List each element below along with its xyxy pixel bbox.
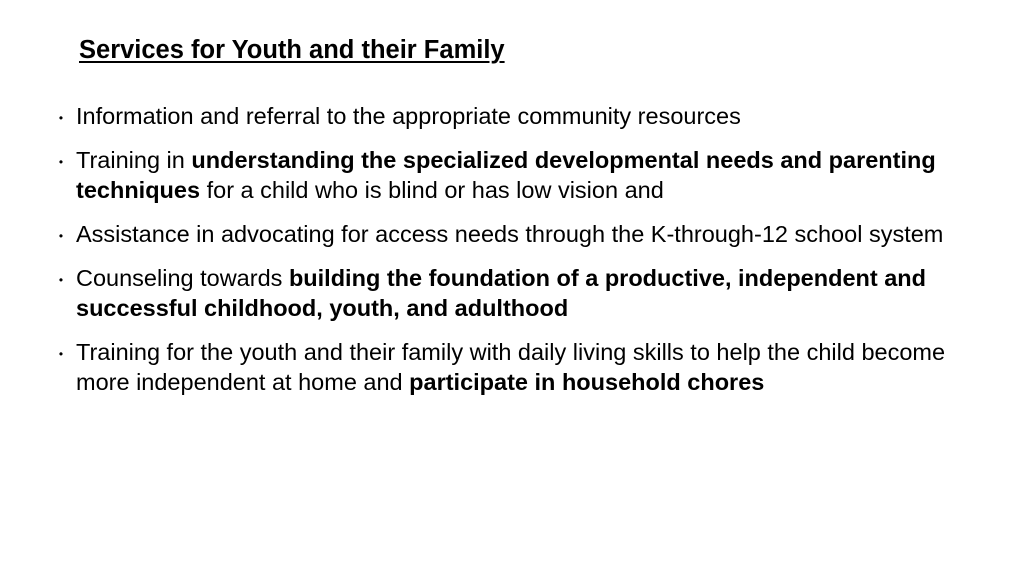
bullet-dot-icon: • — [58, 347, 64, 361]
bullet-dot-icon: • — [58, 229, 64, 243]
bullet-text: Information and referral to the appropriate community resources — [76, 103, 741, 129]
bullet-dot-icon: • — [58, 155, 64, 169]
bullet-item — [56, 337, 956, 397]
bullet-item — [56, 145, 956, 205]
bullet-text: Training in — [76, 147, 192, 173]
bullet-text-bold: understanding the specialized developmental needs and parenting techniques — [76, 147, 936, 203]
bullet-item — [56, 101, 956, 131]
bullet-list — [56, 101, 956, 411]
bullet-text: Counseling towards — [76, 265, 289, 291]
bullet-text-bold: participate in household chores — [409, 369, 765, 395]
bullet-text: for a child who is blind or has low vision and — [200, 177, 664, 203]
bullet-dot-icon: • — [58, 111, 64, 125]
slide-title: Services for Youth and their Family — [79, 36, 505, 64]
bullet-item — [56, 219, 956, 249]
bullet-dot-icon: • — [58, 273, 64, 287]
bullet-item — [56, 263, 956, 323]
bullet-text: Training for the youth and their family with daily living skills to help the child become more independent at home and — [76, 339, 946, 395]
bullet-text: Assistance in advocating for access needs through the K-through-12 school system — [76, 221, 944, 247]
bullet-text-bold: building the foundation of a productive, independent and successful childhood, youth, and adulthood — [76, 265, 927, 321]
